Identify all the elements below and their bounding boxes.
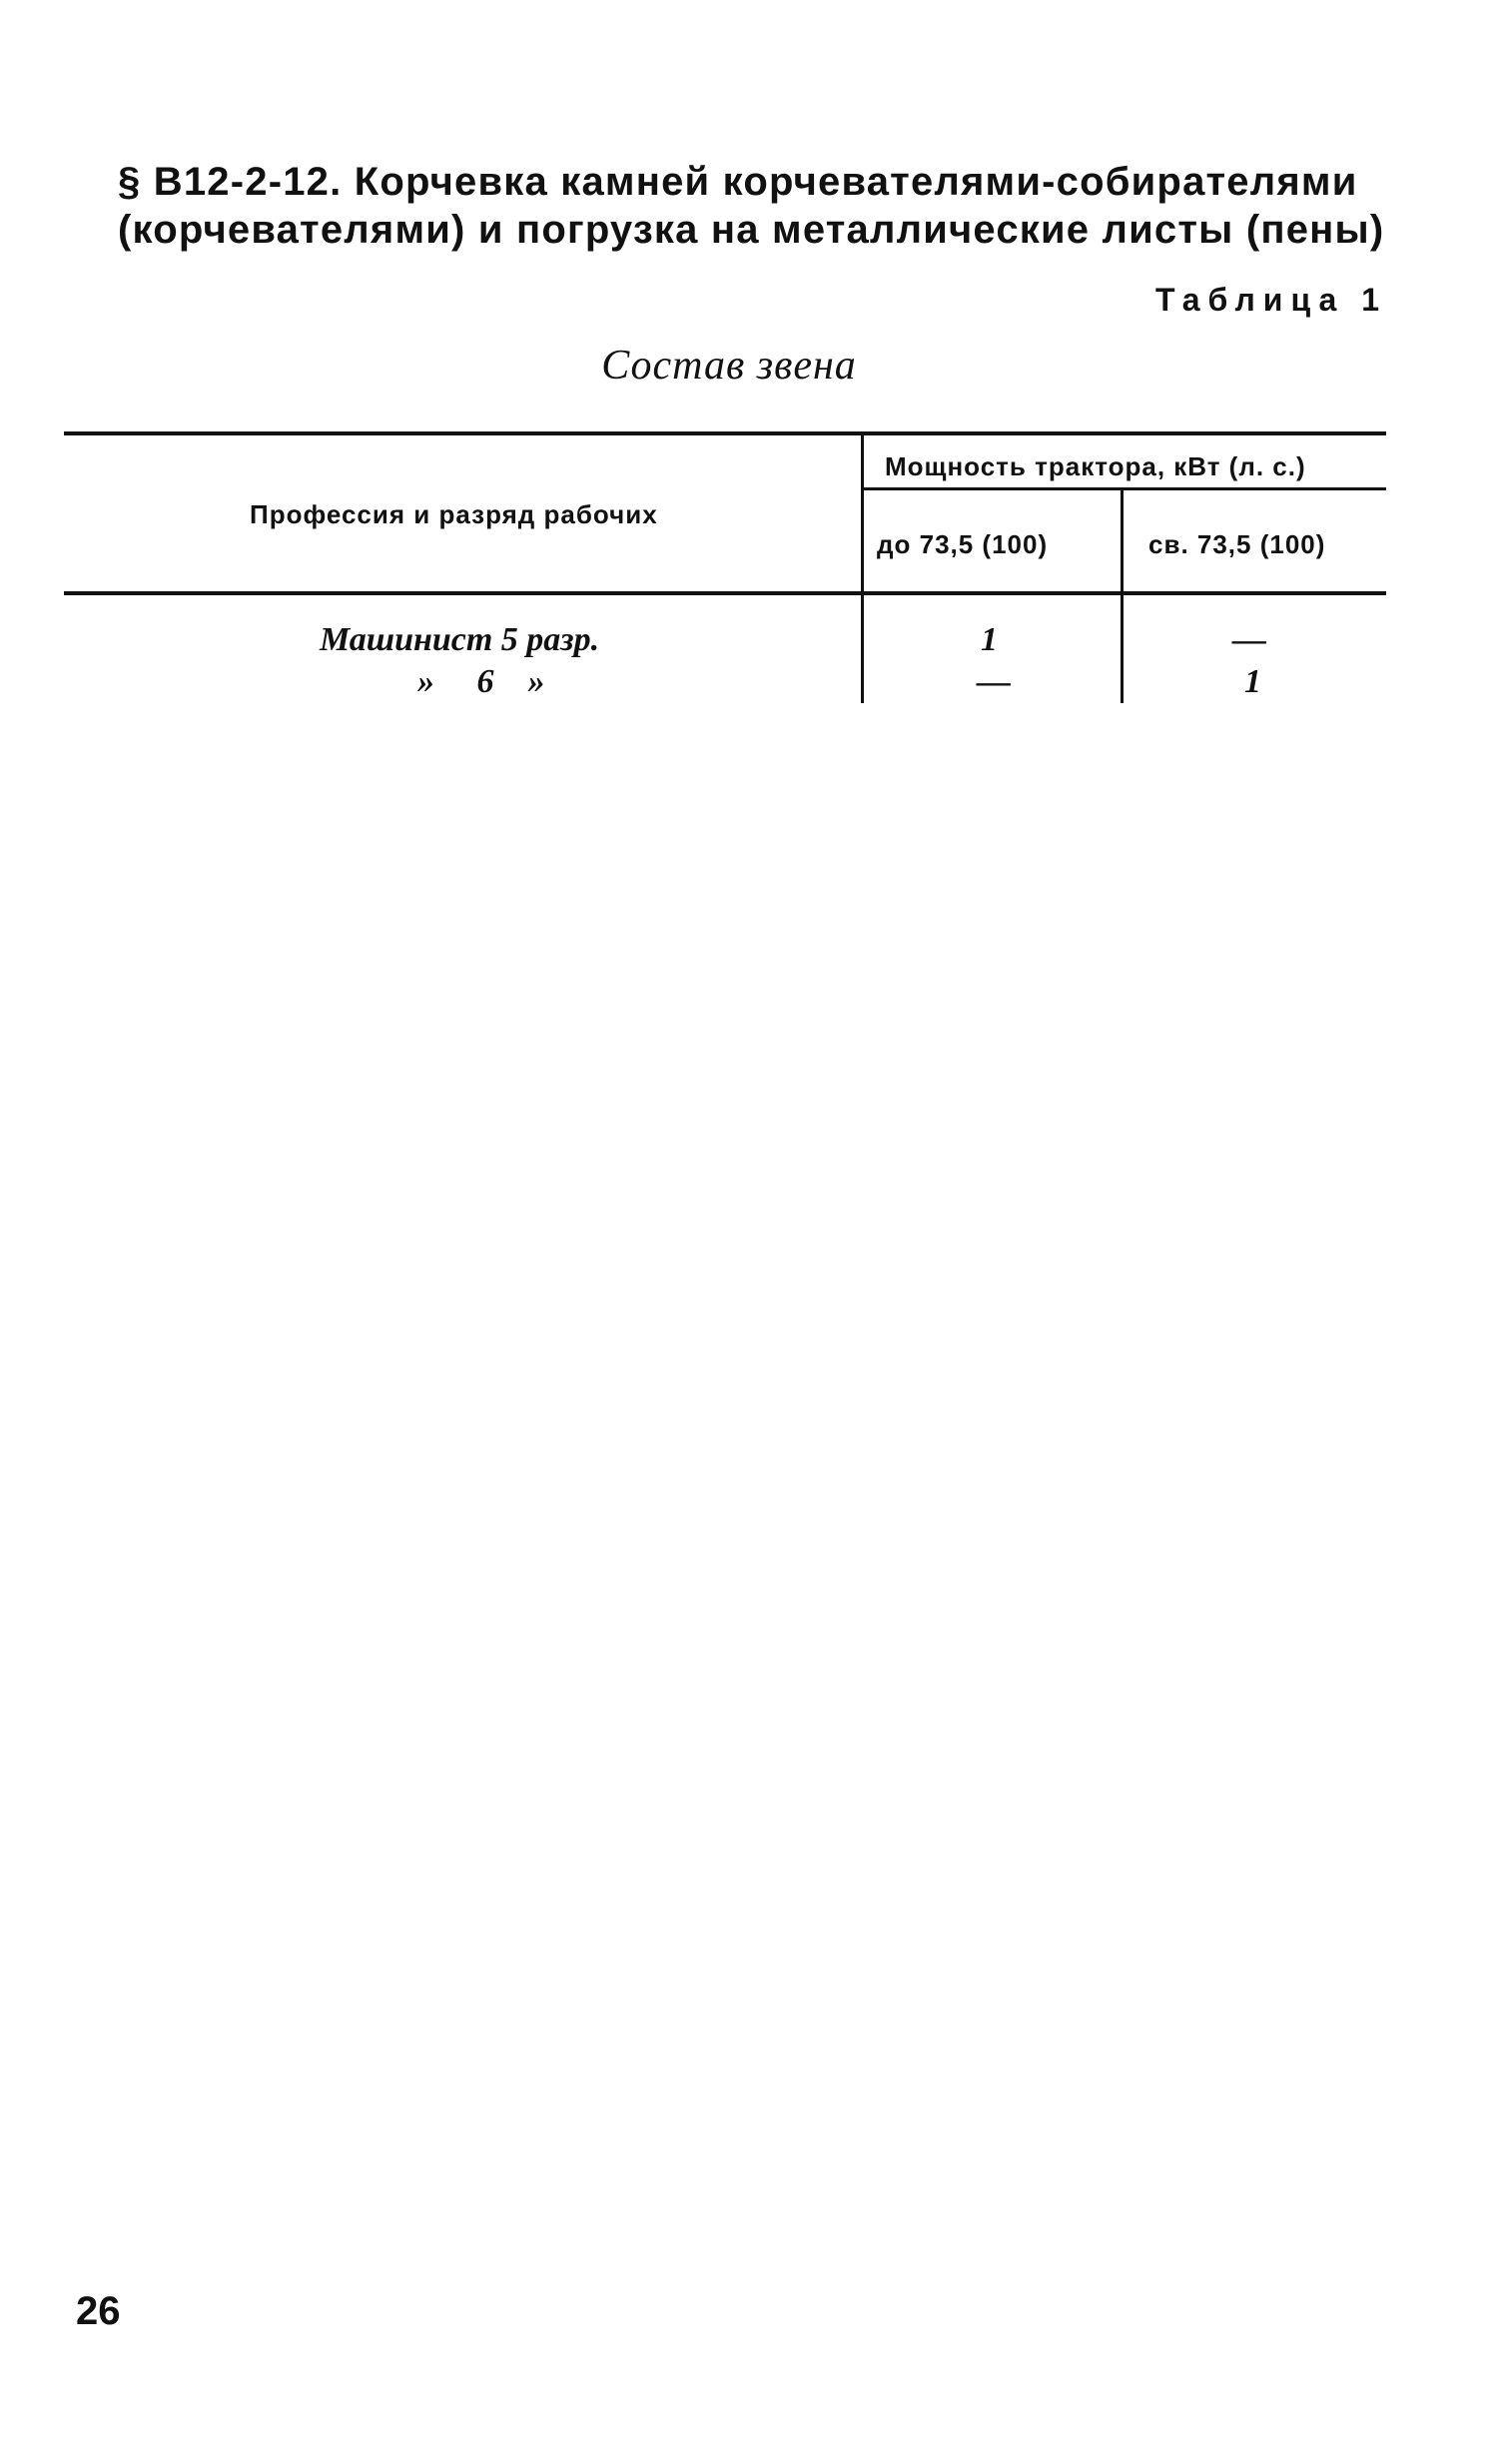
section-heading xyxy=(118,158,1385,254)
row-1-profession: Машинист 5 разр. xyxy=(320,621,600,658)
row-1-col1: 1 xyxy=(981,621,998,658)
header-tractor-power: Мощность трактора, кВт (л. с.) xyxy=(885,451,1306,481)
table-header-bottom-rule xyxy=(64,591,1386,595)
header-col-over-73-5: св. 73,5 (100) xyxy=(1148,529,1326,559)
row-2-col1: — xyxy=(977,663,1011,700)
row-1-col2: — xyxy=(1232,621,1266,658)
table-caption: Состав звена xyxy=(601,343,857,389)
table-column-divider-2 xyxy=(1121,489,1124,703)
table-number-label: Таблица 1 xyxy=(1154,282,1387,318)
header-col-up-to-73-5: до 73,5 (100) xyxy=(877,529,1049,559)
header-profession: Профессия и разряд рабочих xyxy=(250,499,658,529)
row-2-col2: 1 xyxy=(1244,663,1261,700)
page-number: 26 xyxy=(76,2289,121,2333)
row-2-profession: » 6 » xyxy=(417,663,545,700)
table-top-rule xyxy=(64,431,1386,435)
table-subheader-rule xyxy=(863,487,1386,490)
table-column-divider-1 xyxy=(861,433,864,703)
section-heading-line-2: (корчевателями) и погрузка на металлические листы (пены) xyxy=(118,208,1385,252)
section-heading-line-1: § В12-2-12. Корчевка камней корчевателями-собирателями xyxy=(118,160,1358,204)
